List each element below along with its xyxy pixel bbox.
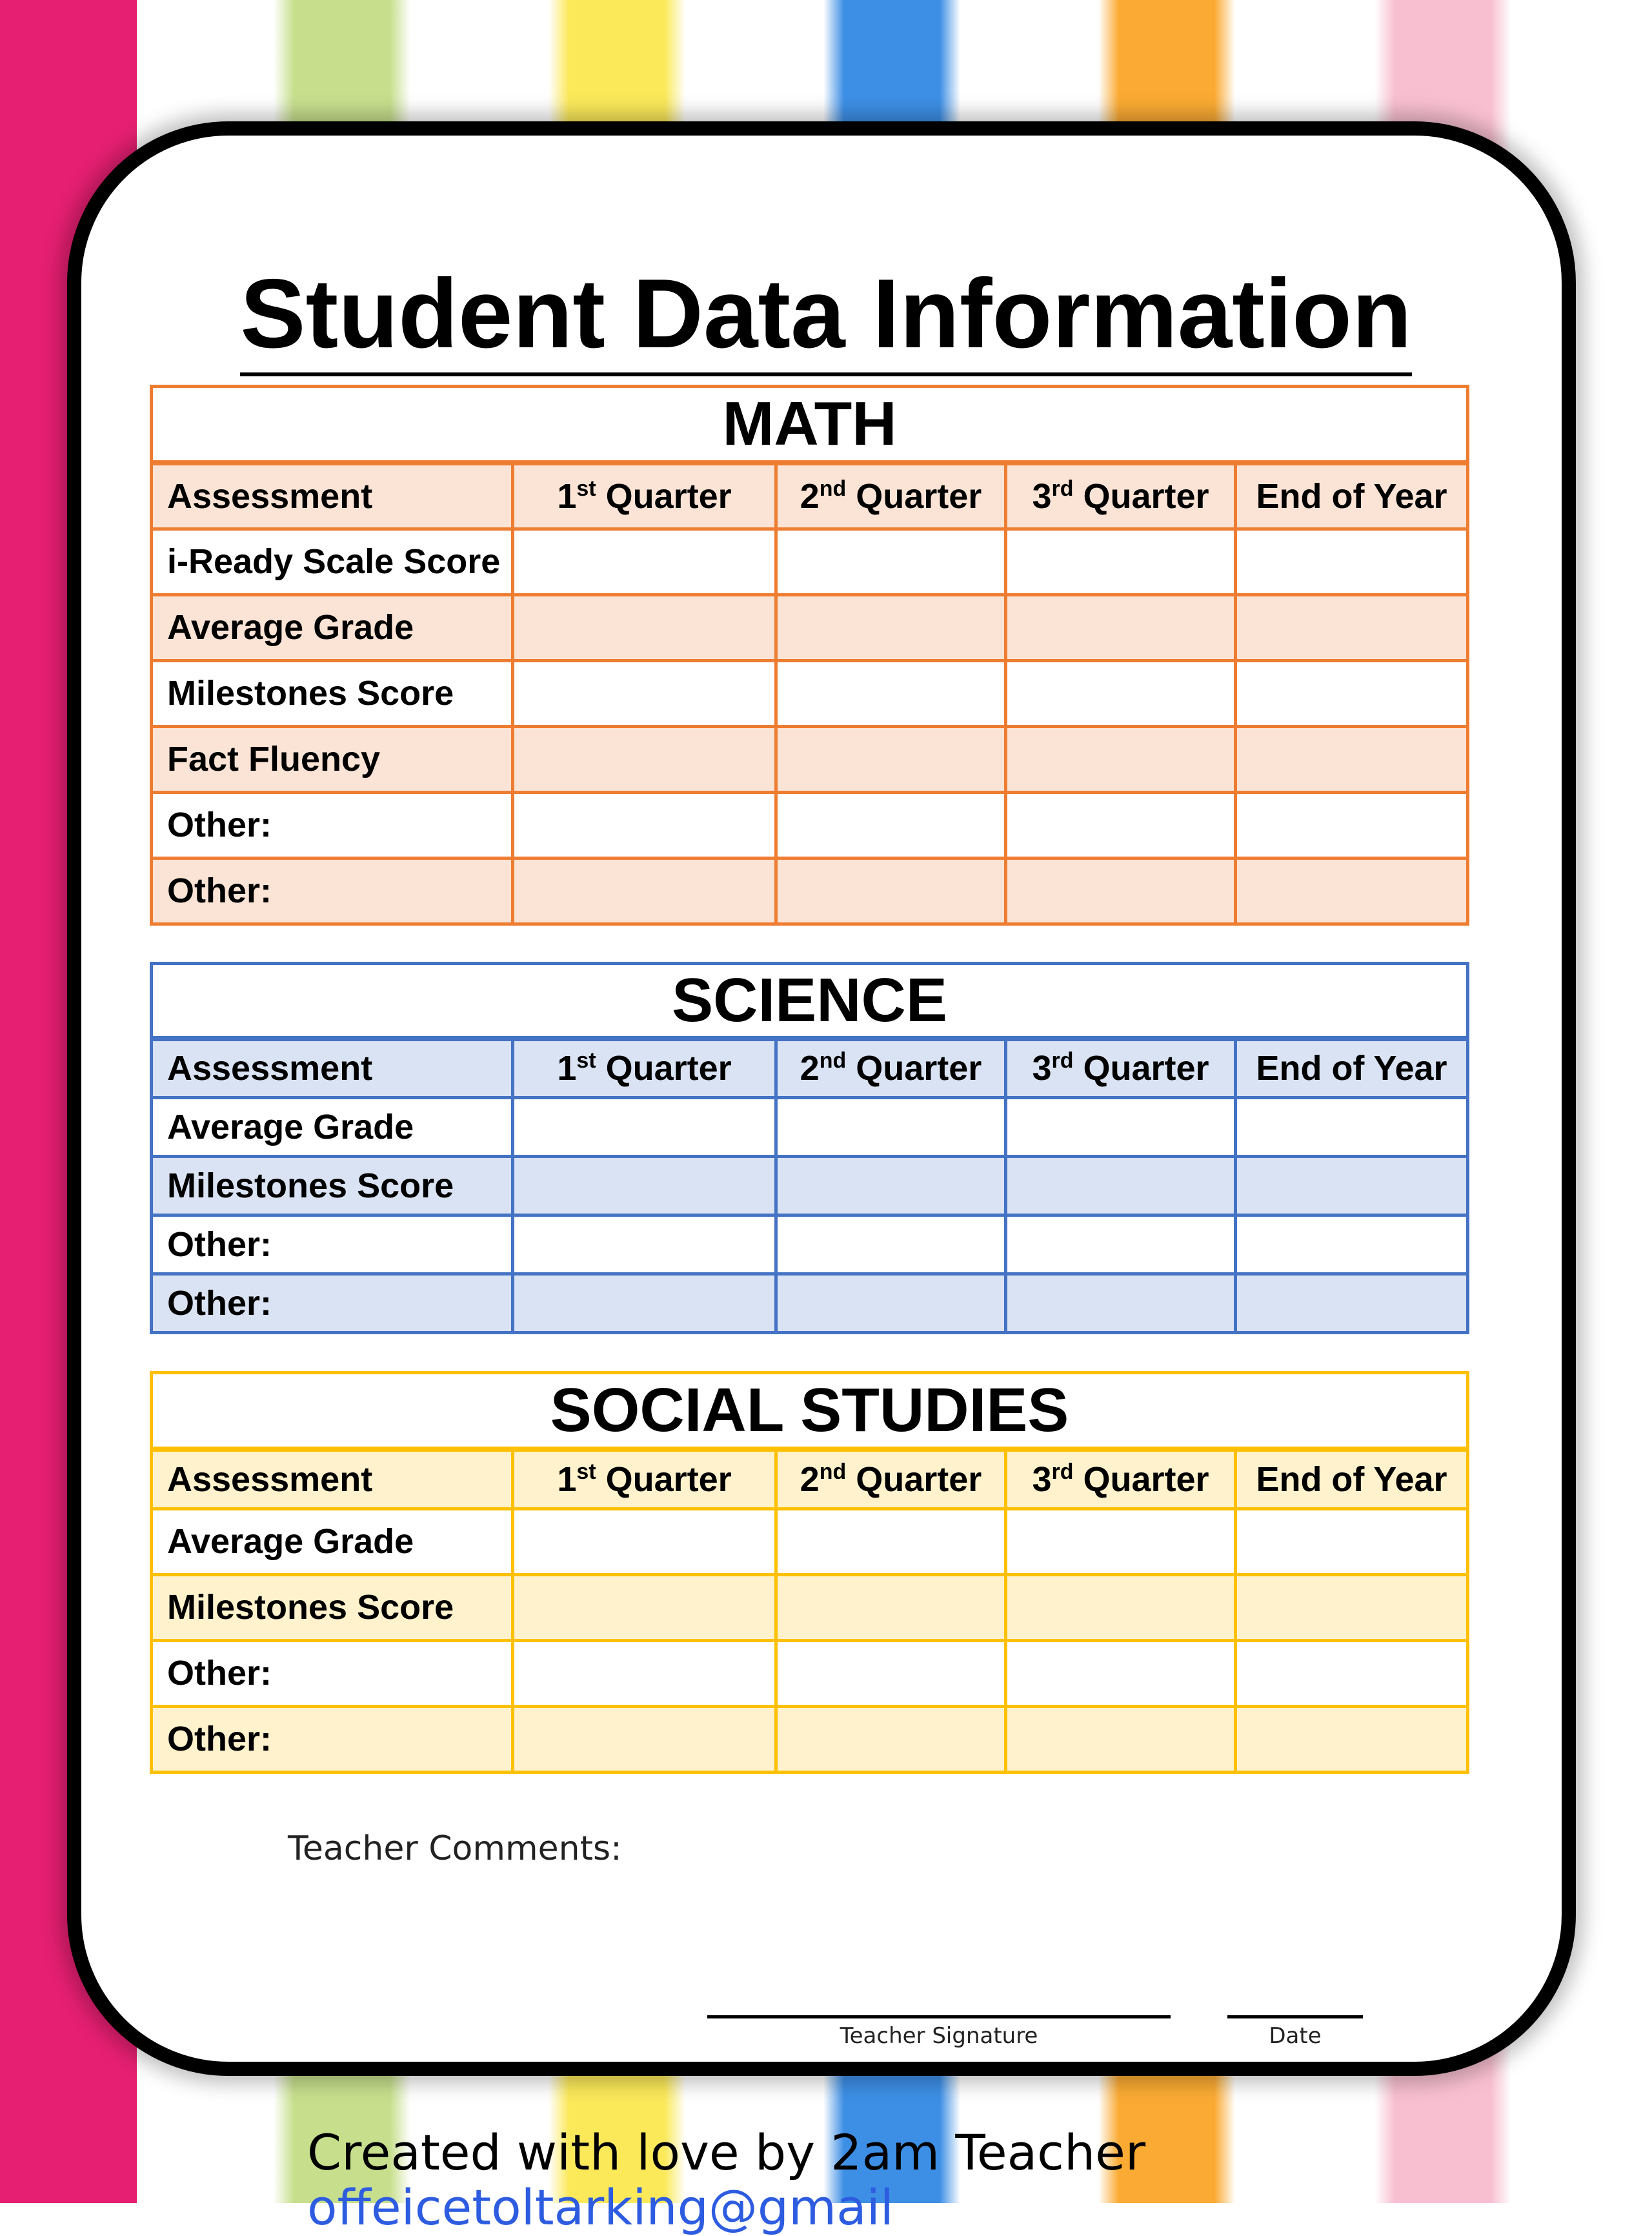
score-cell[interactable] — [513, 1215, 776, 1274]
column-header-q2: 2nd Quarter — [776, 463, 1006, 529]
score-cell[interactable] — [1006, 1509, 1236, 1574]
score-cell[interactable] — [776, 1215, 1006, 1274]
score-cell[interactable] — [776, 1706, 1006, 1772]
row-label: Other: — [152, 1706, 513, 1772]
row-label: Average Grade — [152, 1509, 513, 1574]
column-header-assessment: Assessment — [152, 1039, 513, 1097]
score-cell[interactable] — [776, 792, 1006, 858]
science-table — [150, 962, 1469, 1334]
score-cell[interactable] — [1236, 1274, 1468, 1332]
column-header-q1: 1st Quarter — [513, 463, 776, 529]
score-cell[interactable] — [513, 726, 776, 792]
score-cell[interactable] — [1006, 1156, 1236, 1215]
column-header-eoy: End of Year — [1236, 463, 1468, 529]
score-cell[interactable] — [513, 858, 776, 924]
signature-line[interactable] — [707, 2015, 1171, 2018]
score-cell[interactable] — [776, 660, 1006, 726]
column-header-eoy: End of Year — [1236, 1449, 1468, 1509]
score-cell[interactable] — [1006, 1640, 1236, 1706]
score-cell[interactable] — [1006, 1215, 1236, 1274]
table-row — [152, 660, 1468, 726]
math-header-row — [152, 463, 1468, 529]
table-row — [152, 858, 1468, 924]
score-cell[interactable] — [1006, 529, 1236, 595]
social-studies-heading: SOCIAL STUDIES — [152, 1373, 1468, 1450]
column-header-q2: 2nd Quarter — [776, 1449, 1006, 1509]
score-cell[interactable] — [1236, 858, 1468, 924]
table-row — [152, 726, 1468, 792]
score-cell[interactable] — [1236, 595, 1468, 660]
row-label: Other: — [152, 1274, 513, 1332]
row-label: Fact Fluency — [152, 726, 513, 792]
date-label: Date — [1269, 2023, 1322, 2049]
table-row — [152, 1509, 1468, 1574]
score-cell[interactable] — [1006, 660, 1236, 726]
row-label: Average Grade — [152, 1097, 513, 1156]
score-cell[interactable] — [776, 1574, 1006, 1640]
table-row — [152, 1640, 1468, 1706]
score-cell[interactable] — [513, 1509, 776, 1574]
row-label: Other: — [152, 1640, 513, 1706]
score-cell[interactable] — [513, 1156, 776, 1215]
table-row — [152, 1574, 1468, 1640]
teacher-comments-label: Teacher Comments: — [288, 1829, 622, 1868]
column-header-q1: 1st Quarter — [513, 1039, 776, 1097]
row-label: Other: — [152, 858, 513, 924]
score-cell[interactable] — [513, 529, 776, 595]
credit-text: Created with love by 2am Teacher — [307, 2124, 1146, 2181]
score-cell[interactable] — [776, 1097, 1006, 1156]
social-studies-table — [150, 1371, 1469, 1774]
score-cell[interactable] — [776, 529, 1006, 595]
row-label: Milestones Score — [152, 1574, 513, 1640]
score-cell[interactable] — [776, 1509, 1006, 1574]
social-header-row — [152, 1449, 1468, 1509]
row-label: Milestones Score — [152, 1156, 513, 1215]
score-cell[interactable] — [1236, 1097, 1468, 1156]
score-cell[interactable] — [513, 1274, 776, 1332]
score-cell[interactable] — [513, 660, 776, 726]
score-cell[interactable] — [1006, 792, 1236, 858]
score-cell[interactable] — [513, 1706, 776, 1772]
score-cell[interactable] — [1006, 595, 1236, 660]
row-label: Other: — [152, 792, 513, 858]
science-header-row — [152, 1039, 1468, 1097]
score-cell[interactable] — [1236, 660, 1468, 726]
score-cell[interactable] — [1236, 1509, 1468, 1574]
table-row — [152, 1274, 1468, 1332]
column-header-q1: 1st Quarter — [513, 1449, 776, 1509]
table-row — [152, 1156, 1468, 1215]
score-cell[interactable] — [513, 1097, 776, 1156]
math-heading: MATH — [152, 387, 1468, 463]
column-header-q3: 3rd Quarter — [1006, 1039, 1236, 1097]
email-link[interactable]: offeicetoltarking@gmail — [307, 2179, 894, 2236]
row-label: Other: — [152, 1215, 513, 1274]
column-header-assessment: Assessment — [152, 1449, 513, 1509]
score-cell[interactable] — [1006, 726, 1236, 792]
signature-label: Teacher Signature — [840, 2023, 1038, 2049]
page-title — [0, 259, 1652, 369]
score-cell[interactable] — [1006, 1097, 1236, 1156]
score-cell[interactable] — [1236, 726, 1468, 792]
score-cell[interactable] — [776, 595, 1006, 660]
column-header-q3: 3rd Quarter — [1006, 1449, 1236, 1509]
score-cell[interactable] — [1006, 1574, 1236, 1640]
score-cell[interactable] — [1236, 1574, 1468, 1640]
score-cell[interactable] — [776, 1274, 1006, 1332]
score-cell[interactable] — [513, 595, 776, 660]
table-row — [152, 1706, 1468, 1772]
column-header-q2: 2nd Quarter — [776, 1039, 1006, 1097]
row-label: i-Ready Scale Score — [152, 529, 513, 595]
row-label: Milestones Score — [152, 660, 513, 726]
score-cell[interactable] — [776, 1156, 1006, 1215]
table-row — [152, 1215, 1468, 1274]
score-cell[interactable] — [1236, 529, 1468, 595]
score-cell[interactable] — [1236, 1156, 1468, 1215]
score-cell[interactable] — [1236, 792, 1468, 858]
score-cell[interactable] — [513, 792, 776, 858]
column-header-assessment: Assessment — [152, 463, 513, 529]
table-row — [152, 1097, 1468, 1156]
score-cell[interactable] — [1236, 1706, 1468, 1772]
score-cell[interactable] — [513, 1640, 776, 1706]
score-cell[interactable] — [776, 1640, 1006, 1706]
table-row — [152, 529, 1468, 595]
score-cell[interactable] — [1006, 1274, 1236, 1332]
score-cell[interactable] — [776, 726, 1006, 792]
row-label: Average Grade — [152, 595, 513, 660]
table-row — [152, 792, 1468, 858]
page-title-text: Student Data Information — [240, 259, 1412, 376]
math-table — [150, 385, 1469, 926]
score-cell[interactable] — [1006, 858, 1236, 924]
column-header-eoy: End of Year — [1236, 1039, 1468, 1097]
table-row — [152, 595, 1468, 660]
score-cell[interactable] — [1006, 1706, 1236, 1772]
score-cell[interactable] — [1236, 1640, 1468, 1706]
column-header-q3: 3rd Quarter — [1006, 463, 1236, 529]
score-cell[interactable] — [1236, 1215, 1468, 1274]
science-heading: SCIENCE — [152, 964, 1468, 1039]
score-cell[interactable] — [513, 1574, 776, 1640]
date-line[interactable] — [1227, 2015, 1363, 2018]
score-cell[interactable] — [776, 858, 1006, 924]
